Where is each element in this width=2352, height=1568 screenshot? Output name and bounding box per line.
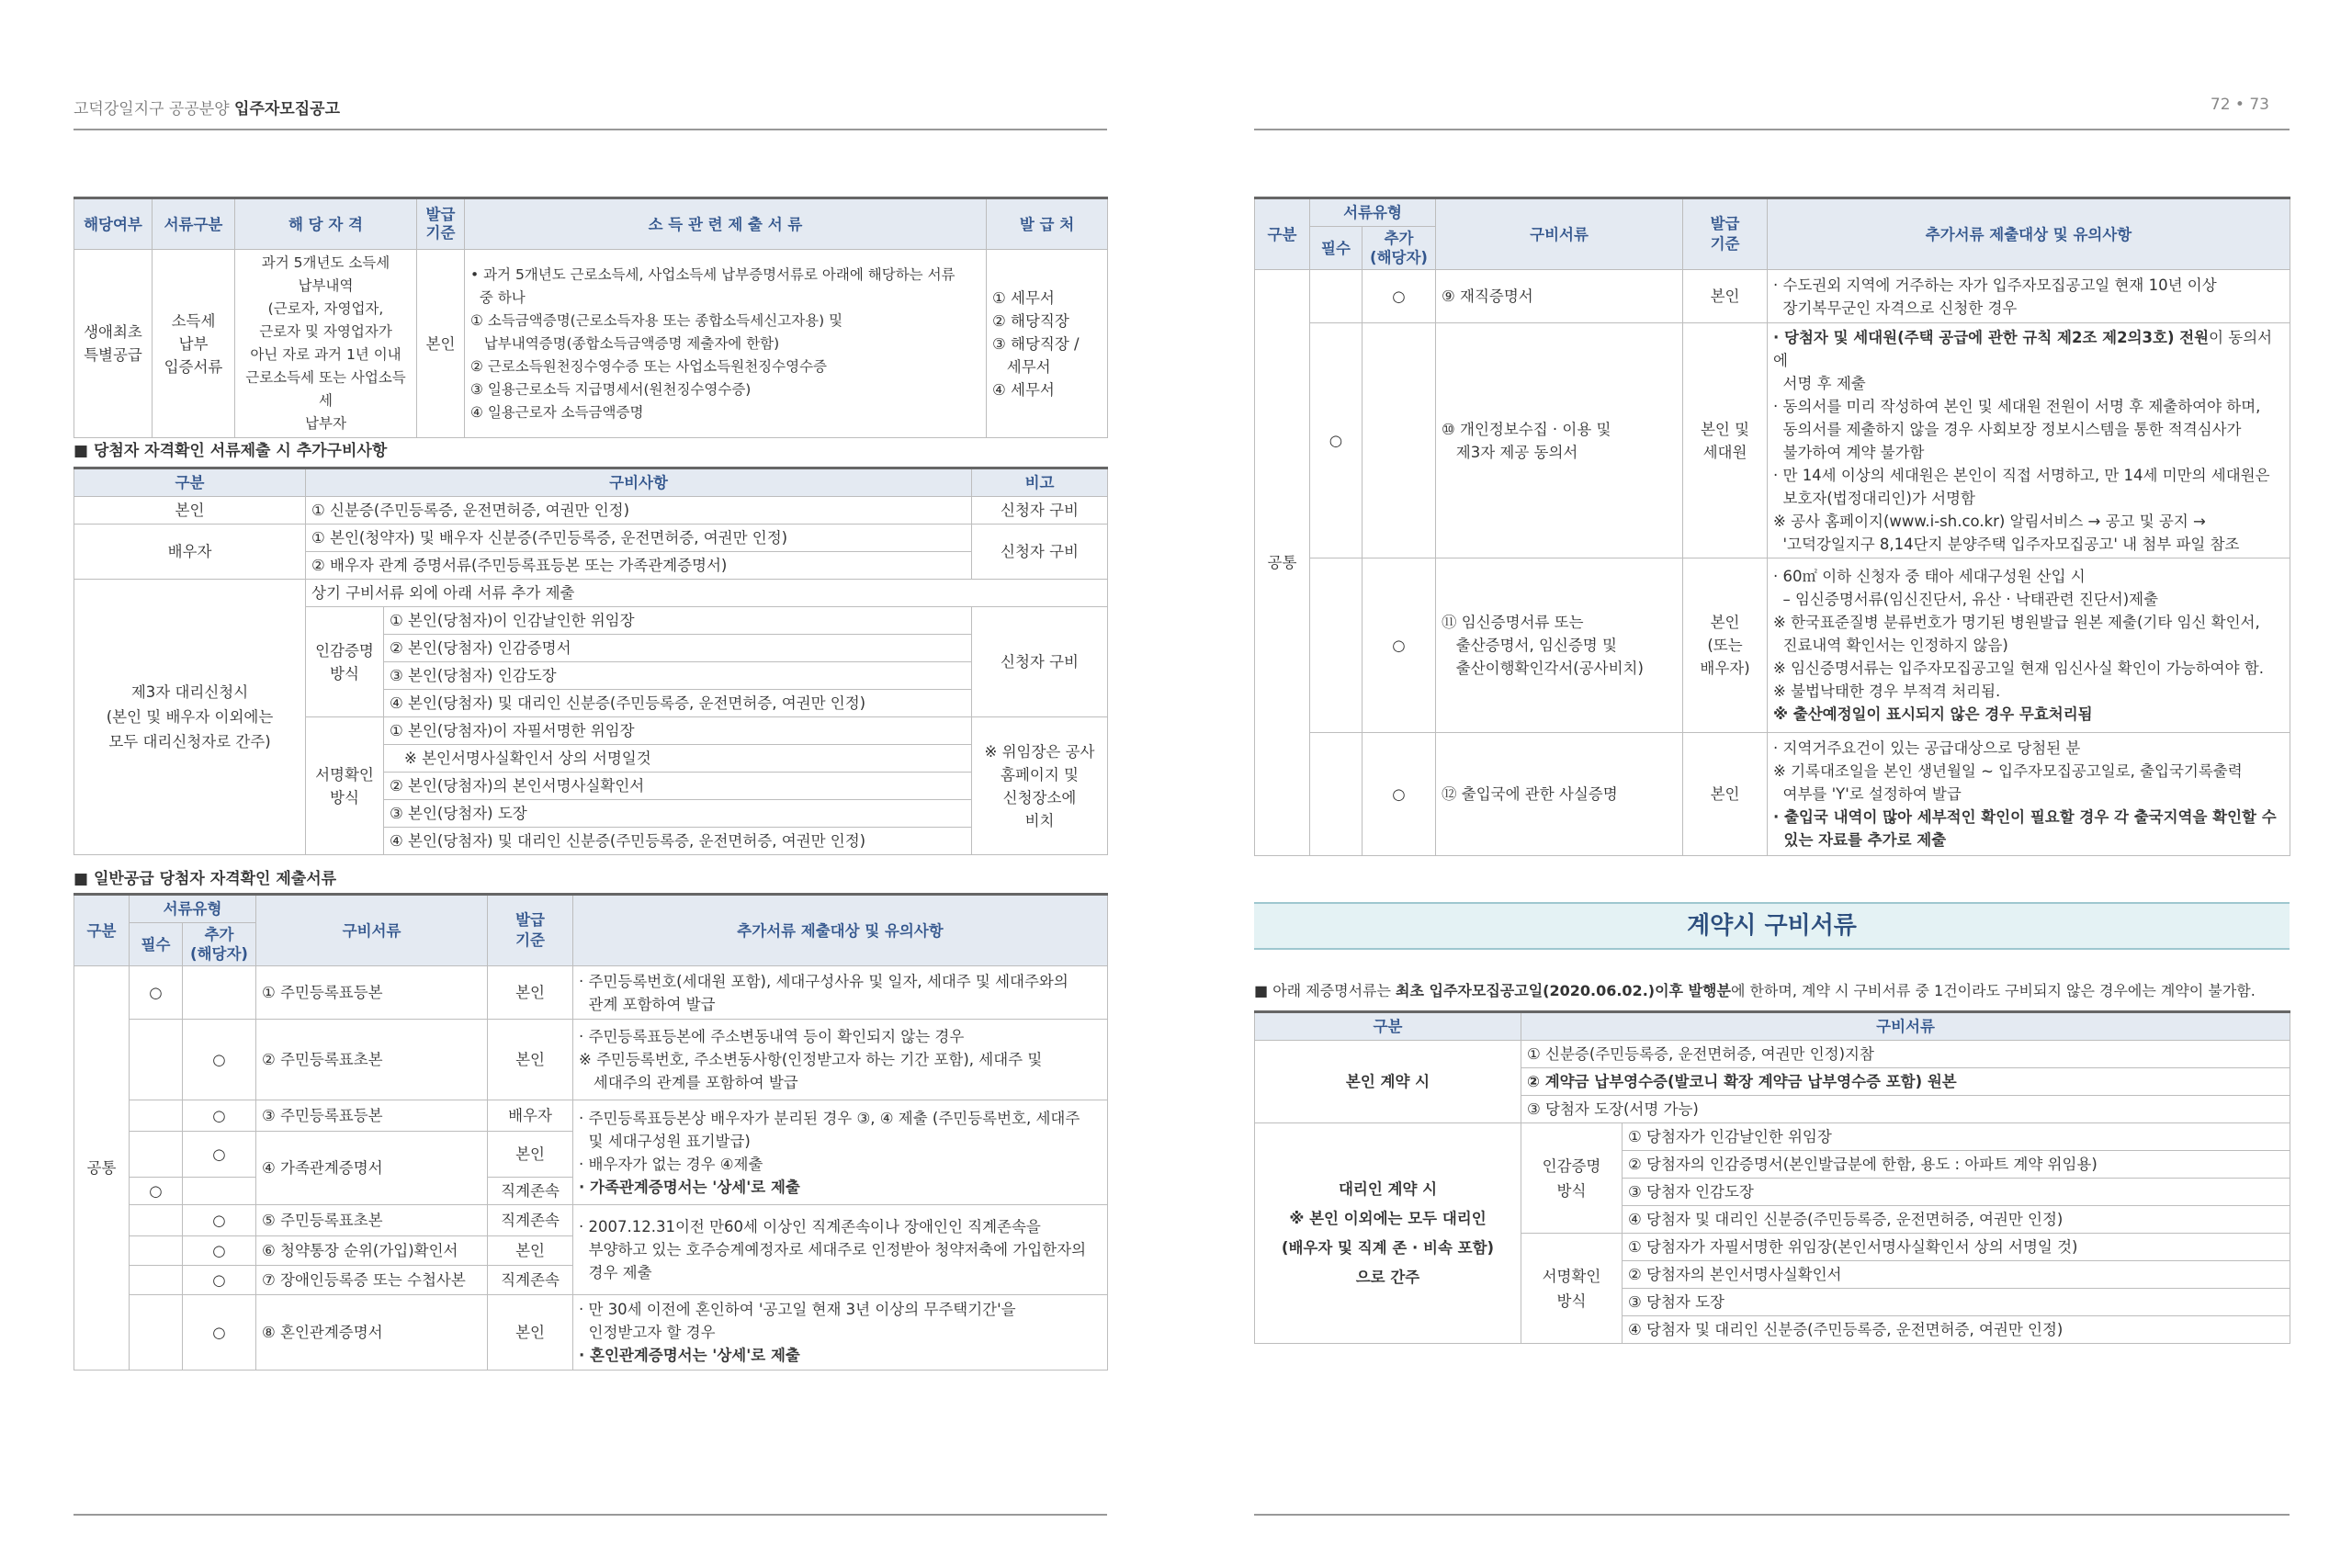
th-standard: 발급 기준 — [417, 198, 465, 250]
th-r-group: 구분 — [1255, 198, 1310, 270]
cell-gs-doc: ① 주민등록표등본 — [256, 966, 488, 1020]
th-issuer: 발 급 처 — [987, 198, 1108, 250]
cell-gs-std: 본인 — [488, 1132, 573, 1178]
cell-r-std: 본인 — [1683, 733, 1768, 856]
cell-qualification: 과거 5개년도 소득세 납부내역 (근로자, 자영업자, 근로자 및 자영업자가 아닌 자로 과거 1년 이내 근로소득세 또는 사업소득세 납부자 — [235, 250, 417, 438]
cell-sign-item-3: ② 본인(당첨자)의 본인서명사실확인서 — [384, 773, 972, 800]
cell-spouse-item-2: ② 배우자 관계 증명서류(주민등록표등본 또는 가족관계증명서) — [306, 552, 972, 580]
cell-gs-std: 본인 — [488, 1020, 573, 1100]
cell-gs-req — [130, 1100, 183, 1132]
cell-r-note — [1768, 558, 2290, 733]
contract-docs-table — [1254, 1010, 2290, 1344]
cell-issuer: ① 세무서 ② 해당직장 ③ 해당직장 / 세무서 ④ 세무서 — [987, 250, 1108, 438]
cell-r-req — [1310, 733, 1363, 856]
cell-target: 생애최초 특별공급 — [74, 250, 153, 438]
cell-gs-std: 배우자 — [488, 1100, 573, 1132]
gs-note-marriage: · 만 30세 이전에 혼인하여 '공고일 현재 3년 이상의 무주택기간'을 인정받고자 할 경우 — [579, 1301, 1016, 1341]
th-c-docs: 구비서류 — [1521, 1012, 2290, 1041]
general-supply-table-cont — [1254, 197, 2290, 856]
th-gs-add: 추가 (해당자) — [183, 923, 256, 966]
cell-c-sign-item-3: ③ 당첨자 도장 — [1623, 1289, 2290, 1316]
contract-notice — [1254, 979, 2256, 1000]
cell-r-doc: ⑪ 임신증명서류 또는 출산증명서, 임신증명 및 출산이행확인각서(공사비치) — [1436, 558, 1683, 733]
cell-c-seal-item-3: ③ 당첨자 인감도장 — [1623, 1179, 2290, 1206]
cell-seal-item-2: ② 본인(당첨자) 인감증명서 — [384, 635, 972, 662]
gs-note-no-spouse: · 배우자가 없는 경우 ④제출 — [579, 1155, 763, 1173]
cell-gs-note: · 주민등록표등본에 주소변동내역 등이 확인되지 않는 경우 ※ 주민등록번호, 주소변동사항(인정받고자 하는 기간 포함), 세대주 및 세대주의 관계를 포함하여 발급 — [573, 1020, 1108, 1100]
cell-gs-req: ○ — [130, 966, 183, 1020]
cell-gs-req — [130, 1020, 183, 1100]
cell-gs-req — [130, 1132, 183, 1178]
header-rule — [74, 129, 1107, 130]
th-doc-type: 서류구분 — [153, 198, 235, 250]
notice-pre: ■ 아래 제증명서류는 — [1254, 982, 1396, 999]
cell-gs-add: ○ — [183, 1100, 256, 1132]
cell-standard: 본인 — [417, 250, 465, 438]
cell-c-seal-label: 인감증명 방식 — [1521, 1123, 1623, 1234]
cell-r-req: ○ — [1310, 323, 1363, 558]
cell-gs-req — [130, 1295, 183, 1371]
cell-r-note — [1768, 733, 2290, 856]
th-items: 구비사항 — [306, 468, 972, 497]
cell-r-add: ○ — [1363, 270, 1436, 323]
cell-gs-std: 직계존속 — [488, 1178, 573, 1205]
general-supply-table — [74, 893, 1107, 1371]
th-r-notes: 추가서류 제출대상 및 유의사항 — [1768, 198, 2290, 270]
cell-gs-doc: ③ 주민등록표등본 — [256, 1100, 488, 1132]
cell-gs-std: 직계존속 — [488, 1205, 573, 1236]
cell-gs-group: 공통 — [74, 966, 130, 1371]
th-applicability: 해당여부 — [74, 198, 153, 250]
cell-gs-add — [183, 966, 256, 1020]
th-r-req: 필수 — [1310, 227, 1363, 270]
cell-seal-item-3: ③ 본인(당첨자) 인감도장 — [384, 662, 972, 690]
header-title-prefix: 고덕강일지구 공공분양 — [74, 100, 230, 118]
cell-sign-label: 서명확인 방식 — [306, 717, 384, 855]
th-docs: 소 득 관 련 제 출 서 류 — [465, 198, 987, 250]
contract-docs-band: 계약시 구비서류 — [1254, 902, 2290, 950]
cell-c-sign-item-2: ② 당첨자의 본인서명사실확인서 — [1623, 1261, 2290, 1289]
cell-gs-add: ○ — [183, 1020, 256, 1100]
cell-gs-note — [573, 1295, 1108, 1371]
right-page — [1254, 0, 2290, 1568]
cell-docs: • 과거 5개년도 근로소득세, 사업소득세 납부증명서류로 아래에 해당하는 서류 중 하나 ① 소득금액증명(근로소득자용 또는 종합소득세신고자용) 및 납부내역증명(종합소득금액증명 제출자에 한함) ② 근로소득원천징수영수증 또는 사업소득원천징수영수증 ③ 일용근로소득 지급명세서(원천징수영수증) ④ 일용근로자 소득금액증명 — [465, 250, 987, 438]
gs-note-marriage-detail: · 혼인관계증명서는 '상세'로 제출 — [579, 1347, 800, 1364]
cell-sign-note: ※ 위임장은 공사 홈페이지 및 신청장소에 비치 — [972, 717, 1108, 855]
cell-r-add: ○ — [1363, 733, 1436, 856]
cell-c-self-item-3: ③ 당첨자 도장(서명 가능) — [1521, 1096, 2290, 1123]
cell-gs-req — [130, 1266, 183, 1295]
cell-gs-doc: ⑤ 주민등록표초본 — [256, 1205, 488, 1236]
cell-c-sign-item-1: ① 당첨자가 자필서명한 위임장(본인서명사실확인서 상의 서명일 것) — [1623, 1234, 2290, 1261]
cell-gs-add — [183, 1178, 256, 1205]
th-gs-doc: 구비서류 — [256, 895, 488, 966]
cell-gs-doc: ② 주민등록표초본 — [256, 1020, 488, 1100]
th-gs-std: 발급 기준 — [488, 895, 573, 966]
r-note-consent: 이 동의서에 서명 후 제출 · 동의서를 미리 작성하여 본인 및 세대원 전원이 서명 후 제출하여야 하며, 동의서를 제출하지 않을 경우 사회보장 정보시스템을 통한 적격심사가 불가하여 계약 불가함 · 만 14세 이상의 세대원은 본인이 직접 서명하고, 만 14세 미만의 세대원은 보호자(법정대리인)가 서명함 ※ 공사 홈페이지(www.i-sh.co.kr) 알림서비스 → 공고 및 공지 → '고덕강일지구 8,14단지 분양주택 입주자모집공고' 내 첨부 파일 참조 — [1773, 328, 2273, 553]
cell-r-doc: ⑫ 출입국에 관한 사실증명 — [1436, 733, 1683, 856]
cell-gs-std: 본인 — [488, 966, 573, 1020]
section-title-general-supply: ■ 일반공급 당첨자 자격확인 제출서류 — [74, 870, 337, 888]
cell-spouse-label: 배우자 — [74, 525, 306, 580]
cell-gs-req: ○ — [130, 1178, 183, 1205]
cell-r-std: 본인 및 세대원 — [1683, 323, 1768, 558]
cell-gs-req — [130, 1236, 183, 1266]
notice-post: 에 한하며, 계약 시 구비서류 중 1건이라도 구비되지 않은 경우에는 계약이 불가함. — [1730, 982, 2256, 999]
cell-c-seal-item-4: ④ 당첨자 및 대리인 신분증(주민등록증, 운전면허증, 여권만 인정) — [1623, 1206, 2290, 1234]
income-docs-table — [74, 197, 1107, 438]
cell-gs-add: ○ — [183, 1295, 256, 1371]
header-rule — [1254, 129, 2290, 130]
footer-rule — [74, 1514, 1107, 1516]
gs-note-family-detail: · 가족관계증명서는 '상세'로 제출 — [579, 1178, 800, 1196]
cell-gs-req — [130, 1205, 183, 1236]
cell-seal-label: 인감증명 방식 — [306, 607, 384, 717]
cell-r-std: 본인 (또는 배우자) — [1683, 558, 1768, 733]
header-title-strong: 입주자모집공고 — [234, 100, 340, 118]
th-gs-type: 서류유형 — [130, 895, 256, 923]
r-note-immigration-bold: · 출입국 내역이 많아 세부적인 확인이 필요할 경우 각 출국지역을 확인할 수 있는 자료를 추가로 제출 — [1773, 808, 2277, 849]
page-numbers: 72 • 73 — [2210, 96, 2269, 114]
th-r-std: 발급 기준 — [1683, 198, 1768, 270]
cell-gs-add: ○ — [183, 1132, 256, 1178]
cell-r-group: 공통 — [1255, 270, 1310, 856]
cell-third-intro: 상기 구비서류 외에 아래 서류 추가 제출 — [306, 580, 1108, 607]
th-note: 비고 — [972, 468, 1108, 497]
cell-sign-item-4: ③ 본인(당첨자) 도장 — [384, 800, 972, 828]
cell-r-add: ○ — [1363, 558, 1436, 733]
th-qualification: 해 당 자 격 — [235, 198, 417, 250]
cell-gs-doc: ⑥ 청약통장 순위(가입)확인서 — [256, 1236, 488, 1266]
cell-sign-item-2: ※ 본인서명사실확인서 상의 서명일것 — [384, 745, 972, 773]
th-r-add: 추가 (해당자) — [1363, 227, 1436, 270]
th-gs-group: 구분 — [74, 895, 130, 966]
th-gs-notes: 추가서류 제출대상 및 유의사항 — [573, 895, 1108, 966]
cell-gs-note: · 2007.12.31이전 만60세 이상인 직계존속이나 장애인인 직계존속을 부양하고 있는 호주승계예정자로 세대주로 인정받아 청약저축에 가입한자의 경우 제출 — [573, 1205, 1108, 1295]
cell-r-doc: ⑨ 재직증명서 — [1436, 270, 1683, 323]
th-r-doc: 구비서류 — [1436, 198, 1683, 270]
cell-gs-note: · 주민등록번호(세대원 포함), 세대구성사유 및 일자, 세대주 및 세대주와의 관계 포함하여 발급 — [573, 966, 1108, 1020]
cell-c-proxy-label: 대리인 계약 시 ※ 본인 이외에는 모두 대리인 (배우자 및 직계 존 · 비속 포함) 으로 간주 — [1255, 1123, 1521, 1344]
cell-self-label: 본인 — [74, 497, 306, 525]
cell-c-self-item-1: ① 신분증(주민등록증, 운전면허증, 여권만 인정)지참 — [1521, 1041, 2290, 1068]
cell-r-std: 본인 — [1683, 270, 1768, 323]
cell-c-sign-label: 서명확인 방식 — [1521, 1234, 1623, 1344]
cell-r-req — [1310, 270, 1363, 323]
cell-r-req — [1310, 558, 1363, 733]
cell-sign-item-5: ④ 본인(당첨자) 및 대리인 신분증(주민등록증, 운전면허증, 여권만 인정) — [384, 828, 972, 855]
cell-third-label: 제3자 대리신청시 (본인 및 배우자 이외에는 모두 대리신청자로 간주) — [74, 580, 306, 855]
cell-r-note: · 수도권외 지역에 거주하는 자가 입주자모집공고일 현재 10년 이상 장기복무군인 자격으로 신청한 경우 — [1768, 270, 2290, 323]
cell-c-self-item-2: ② 계약금 납부영수증(발코니 확장 계약금 납부영수증 포함) 원본 — [1521, 1068, 2290, 1096]
cell-gs-doc: ⑧ 혼인관계증명서 — [256, 1295, 488, 1371]
cell-gs-doc: ④ 가족관계증명서 — [256, 1132, 488, 1205]
cell-spouse-item-1: ① 본인(청약자) 및 배우자 신분증(주민등록증, 운전면허증, 여권만 인정) — [306, 525, 972, 552]
cell-c-seal-item-2: ② 당첨자의 인감증명서(본인발급분에 한함, 용도 : 아파트 계약 위임용) — [1623, 1151, 2290, 1179]
th-c-category: 구분 — [1255, 1012, 1521, 1041]
extra-docs-table — [74, 467, 1107, 855]
cell-sign-item-1: ① 본인(당첨자)이 자필서명한 위임장 — [384, 717, 972, 745]
cell-gs-doc: ⑦ 장애인등록증 또는 수첩사본 — [256, 1266, 488, 1295]
th-category: 구분 — [74, 468, 306, 497]
cell-gs-add: ○ — [183, 1236, 256, 1266]
cell-c-sign-item-4: ④ 당첨자 및 대리인 신분증(주민등록증, 운전면허증, 여권만 인정) — [1623, 1316, 2290, 1344]
cell-gs-add: ○ — [183, 1205, 256, 1236]
r-note-pregnancy: · 60㎡ 이하 신청자 중 태아 세대구성원 산입 시 – 임신증명서류(임신진단서, 유산 · 낙태관련 진단서)제출 ※ 한국표준질병 분류번호가 명기된 병원발급 원본 제출(기타 임신 확인서, 진료내역 확인서는 인정하지 않음) ※ 임신증명서류는 입주자모집공고일 현재 임신사실 확인이 가능하여야 함. ※ 불법낙태한 경우 부적격 처리됨. — [1773, 568, 2264, 700]
cell-gs-std: 직계존속 — [488, 1266, 573, 1295]
cell-c-seal-item-1: ① 당첨자가 인감날인한 위임장 — [1623, 1123, 2290, 1151]
th-gs-req: 필수 — [130, 923, 183, 966]
cell-doc-type: 소득세 납부 입증서류 — [153, 250, 235, 438]
cell-seal-item-4: ④ 본인(당첨자) 및 대리인 신분증(주민등록증, 운전면허증, 여권만 인정) — [384, 690, 972, 717]
section-title-extra-docs: ■ 당첨자 자격확인 서류제출 시 추가구비사항 — [74, 442, 388, 460]
cell-gs-std: 본인 — [488, 1236, 573, 1266]
cell-gs-note-merged — [573, 1100, 1108, 1205]
cell-seal-note: 신청자 구비 — [972, 607, 1108, 717]
r-note-consent-bold: · 당첨자 및 세대원(주택 공급에 관한 규칙 제2조 제2의3호) 전원 — [1773, 328, 2210, 346]
cell-gs-std: 본인 — [488, 1295, 573, 1371]
footer-rule — [1254, 1514, 2290, 1516]
cell-self-note: 신청자 구비 — [972, 497, 1108, 525]
cell-r-doc: ⑩ 개인정보수집 · 이용 및 제3자 제공 동의서 — [1436, 323, 1683, 558]
cell-gs-add: ○ — [183, 1266, 256, 1295]
running-header — [74, 96, 340, 118]
notice-bold: 최초 입주자모집공고일(2020.06.02.)이후 발행분 — [1396, 982, 1731, 999]
r-note-immigration: · 지역거주요건이 있는 공급대상으로 당첨된 분 ※ 기록대조일을 본인 생년월일 ~ 입주자모집공고일로, 출입국기록출력 여부를 'Y'로 설정하여 발급 — [1773, 739, 2243, 803]
th-r-type: 서류유형 — [1310, 198, 1436, 227]
gs-note-spouse-split: · 주민등록표등본상 배우자가 분리된 경우 ③, ④ 제출 (주민등록번호, 세대주 및 세대구성원 표기발급) — [579, 1109, 1080, 1150]
cell-spouse-note: 신청자 구비 — [972, 525, 1108, 580]
cell-c-self-label: 본인 계약 시 — [1255, 1041, 1521, 1123]
cell-r-note — [1768, 323, 2290, 558]
r-note-pregnancy-bold: ※ 출산예정일이 표시되지 않은 경우 무효처리됨 — [1773, 705, 2093, 723]
cell-r-add — [1363, 323, 1436, 558]
left-page — [74, 0, 1107, 1568]
cell-seal-item-1: ① 본인(당첨자)이 인감날인한 위임장 — [384, 607, 972, 635]
cell-self-item: ① 신분증(주민등록증, 운전면허증, 여권만 인정) — [306, 497, 972, 525]
